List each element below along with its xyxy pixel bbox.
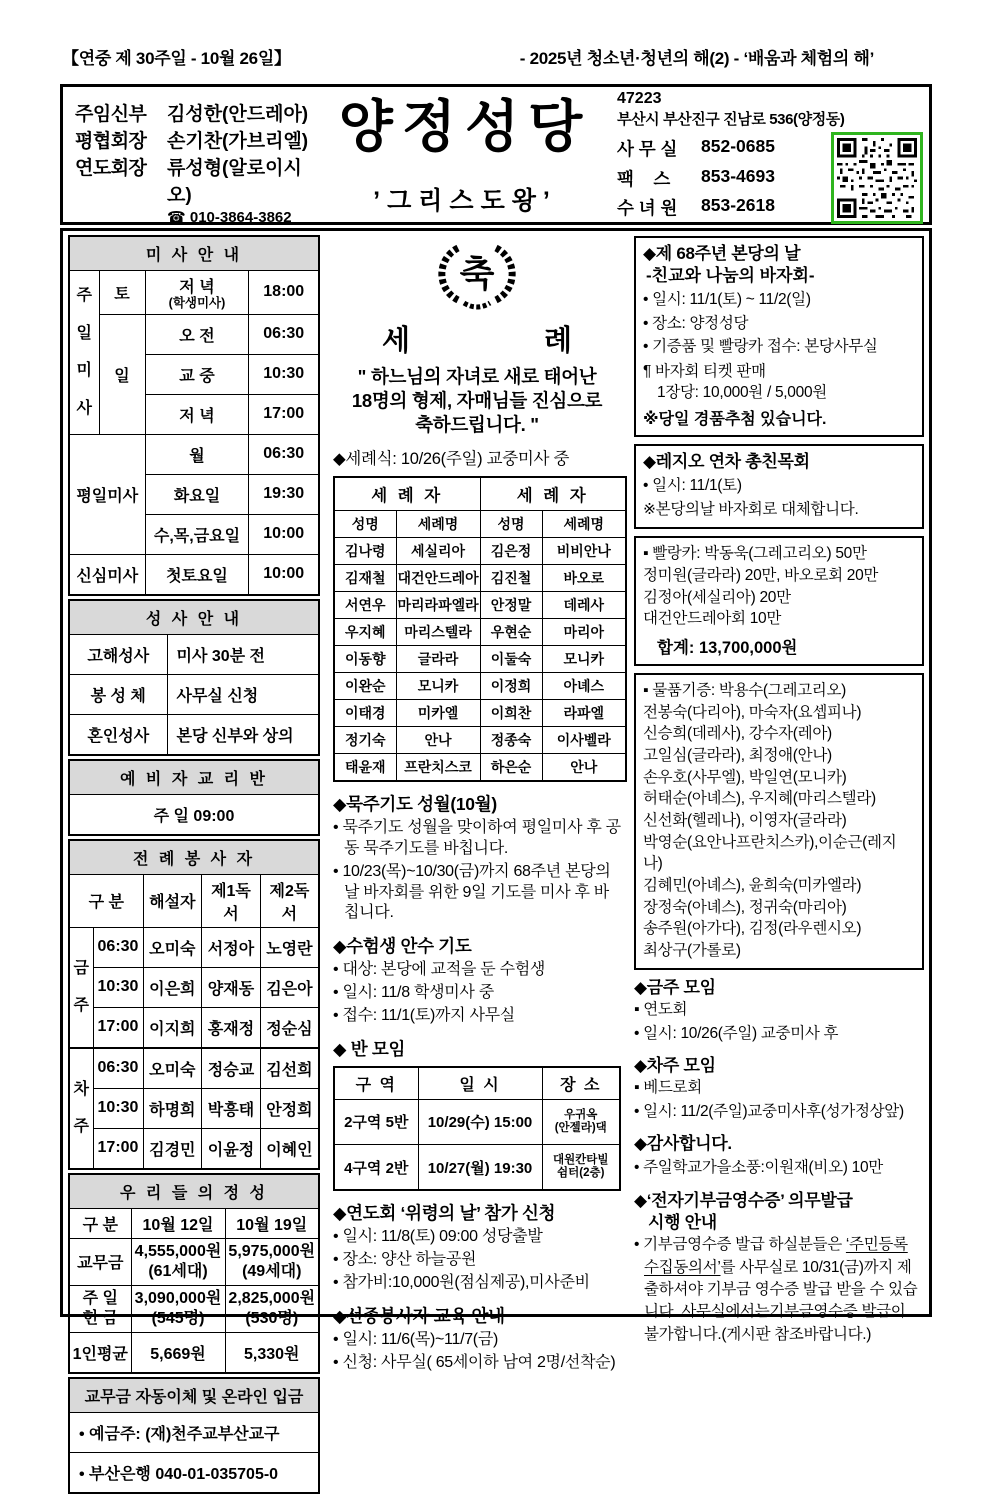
cell: 사무실 신청 [167, 674, 319, 714]
cell-line: 3,090,000원 [134, 1289, 222, 1307]
cell: 김경민 [143, 1128, 202, 1169]
cell: 평일미사 [69, 434, 145, 554]
cell: 데레사 [542, 592, 626, 619]
donor-line: 신승희(데레사), 강수자(레아) [643, 725, 832, 743]
left-column [68, 235, 320, 1483]
section-heading: ◆연도회 ‘위령의 날’ 참가 신청 [333, 1203, 556, 1224]
cell: 교 중 [145, 354, 249, 394]
rosary-section [333, 791, 621, 924]
col-header: 성명 [480, 511, 542, 538]
cell: 교무금 [69, 1238, 131, 1285]
phone-number: ☎ 010-3864-3862 [167, 209, 292, 226]
cell: 저 녁 [145, 394, 249, 434]
bullet-line: • 장소: 양산 하늘공원 [333, 1251, 477, 1269]
class-meeting-table [333, 1066, 621, 1192]
bullet-line: • 신청: 사무실( 65세이하 남여 2명/선착순) [333, 1353, 616, 1371]
role-value-wrap [167, 153, 313, 226]
cell: 대건안드레아 [396, 565, 480, 592]
zipcode: 47223 [617, 90, 662, 107]
section-subheading: -친교와 나눔의 바자회- [646, 266, 815, 286]
right-column [634, 235, 924, 1343]
cell [542, 1099, 620, 1144]
cell: 정승교 [202, 1048, 261, 1089]
section-title: 예 비 자 교 리 반 [69, 760, 319, 795]
cell: 마리라파엘라 [396, 592, 480, 619]
cell: 이정희 [480, 673, 542, 700]
time-cell: 06:30 [249, 434, 319, 474]
congratulation-quote [333, 365, 621, 437]
exam-blessing-section [333, 933, 621, 1026]
offering-table [68, 1173, 320, 1374]
bullet-line: • 일시: 11/8(토) 09:00 성당출발 [333, 1228, 543, 1246]
cell: 글라라 [396, 646, 480, 673]
cell [131, 1238, 225, 1285]
cell: 일 [99, 314, 145, 434]
time-cell: 18:00 [249, 271, 319, 315]
raffle-note: ※당일 경품추첨 있습니다. [643, 410, 827, 428]
liturgical-week: 【연중 제 30주일 - 10월 26일】 [62, 49, 291, 68]
cell: 혼인성사 [69, 714, 167, 755]
contact-label: 사 무 실 [617, 139, 678, 159]
cell: 신심미사 [69, 554, 145, 595]
bullet-line: • 일시: 11/1(토) [643, 477, 742, 495]
section-heading-line2: 시행 안내 [648, 1212, 717, 1232]
section-heading: ◆금주 모임 [634, 977, 716, 997]
cell: 이둘숙 [480, 646, 542, 673]
cell: 라파엘 [542, 700, 626, 727]
cell: 홍재정 [202, 1007, 261, 1048]
time-cell: 19:30 [249, 474, 319, 514]
time-cell: 06:30 [249, 314, 319, 354]
cell: 정순심 [260, 1007, 319, 1048]
catechumen-table [68, 759, 320, 836]
cell-line: 헌 금 [82, 1309, 118, 1327]
role-label: 연도회장 [75, 158, 147, 179]
role-label: 평협회장 [75, 131, 147, 152]
section-heading: ◆ 반 모임 [333, 1038, 406, 1059]
bank-transfer-table [68, 1377, 320, 1494]
cell: 토 [99, 271, 145, 315]
donation-receipt-section [634, 1190, 924, 1347]
note-line: ※본당의날 바자회로 대체합니다. [643, 501, 859, 519]
col-header: 세례명 [542, 511, 626, 538]
cell: 우지혜 [334, 619, 396, 646]
bullet-line: • 접수: 11/1(토)까지 사무실 [333, 1006, 515, 1024]
cell: 김선희 [260, 1048, 319, 1089]
cell: 정종숙 [480, 727, 542, 754]
contact-row [617, 136, 831, 161]
cell: 이사벨라 [542, 727, 626, 754]
cell: 이희찬 [480, 700, 542, 727]
group-line: ▪ 베드로회 [634, 1079, 702, 1097]
cell-line: (49세대) [242, 1262, 302, 1280]
cell: 안정희 [260, 1088, 319, 1128]
cell: 비비안나 [542, 538, 626, 565]
contact-row [617, 166, 831, 191]
cell: 우현순 [480, 619, 542, 646]
title-block [313, 87, 617, 222]
bullet-line: • 일시: 11/6(목)~11/7(금) [333, 1330, 499, 1348]
cell: 정기숙 [334, 727, 396, 754]
cell-line: 쉼터(2층) [557, 1167, 605, 1180]
contact-rows [617, 132, 831, 224]
group-line: ▪ 연도회 [634, 1000, 688, 1018]
cell: 마리아 [542, 619, 626, 646]
cell: • 부산은행 040-01-035705-0 [69, 1452, 319, 1493]
thanks-section [634, 1133, 924, 1179]
cell: 06:30 [93, 1048, 143, 1089]
cell-line: (530명) [245, 1309, 299, 1327]
cell: 이지희 [143, 1007, 202, 1048]
cell: 아녜스 [542, 673, 626, 700]
cell: 김재철 [334, 565, 396, 592]
bullet-line: • 10/23(목)~10/30(금)까지 68주년 본당의날 바자회를 위한 9일 기도를 미사 후 바칩니다. [333, 862, 611, 922]
cell: 1인평균 [69, 1332, 131, 1373]
next-week-meeting-section [634, 1055, 924, 1122]
donor-line: 송주원(아가다), 김정(라우렌시오) [643, 920, 862, 938]
donor-line: 최상구(가롤로) [643, 942, 741, 960]
cell: 06:30 [93, 927, 143, 967]
baptism-heading [382, 318, 572, 359]
role-row [75, 153, 313, 226]
cell: 박흥태 [202, 1088, 261, 1128]
receipt-body [634, 1234, 924, 1346]
col-header: 제2독서 [260, 874, 319, 927]
cell: 이혜인 [260, 1128, 319, 1169]
church-title: 양정성당 [338, 95, 592, 158]
cell [131, 1285, 225, 1332]
cell: 세실리아 [396, 538, 480, 565]
time-cell: 10:30 [249, 354, 319, 394]
palanca-line: 김정아(세실리아) 20만 [643, 588, 791, 606]
emblem-char: 축 [459, 253, 495, 294]
sacrament-table [68, 599, 320, 756]
cell: 첫토요일 [145, 554, 249, 595]
cell: 17:00 [93, 1128, 143, 1169]
cell [542, 1144, 620, 1190]
cell: 주 일 09:00 [69, 794, 319, 835]
cell: 본당 신부와 상의 [167, 714, 319, 755]
top-strip [62, 44, 874, 69]
cell: 5,330원 [225, 1332, 319, 1373]
address: 부산시 부산진구 진남로 536(양정동) [617, 111, 845, 128]
goods-donation-box [634, 673, 924, 970]
col-header: 구 분 [69, 1208, 131, 1238]
baptism-ceremony-note: ◆세례식: 10/26(주일) 교중미사 중 [333, 450, 570, 469]
cell: 태윤재 [334, 754, 396, 782]
cell: 바오로 [542, 565, 626, 592]
cell-subline: (학생미사) [168, 296, 226, 310]
parish-feast-box [634, 236, 924, 437]
cell: 10:30 [93, 967, 143, 1007]
donor-line: 손우호(사무엘), 박일연(모니카) [643, 768, 847, 786]
yeondo-memorial-section [333, 1200, 621, 1293]
cell: 모니카 [396, 673, 480, 700]
cell-line: 2,825,000원 [228, 1289, 316, 1307]
class-meeting-section [333, 1036, 621, 1192]
donor-line: 김혜민(아녜스), 윤희숙(미카엘라) [643, 877, 862, 895]
celebration-wreath-icon [333, 239, 621, 318]
cell-line: 우귀옥 [564, 1108, 598, 1121]
cell: 미카엘 [396, 700, 480, 727]
cell: 안나 [396, 727, 480, 754]
cell: 오 전 [145, 314, 249, 354]
cell: 차주 [69, 1048, 93, 1169]
cell: 김은정 [480, 538, 542, 565]
bullet-line: • 참가비:10,000원(점심제공),미사준비 [333, 1273, 590, 1291]
masthead [60, 84, 932, 225]
cell: 하은순 [480, 754, 542, 782]
donor-line: 장정숙(아녜스), 정귀숙(마리아) [643, 898, 847, 916]
cell: 김나령 [334, 538, 396, 565]
bullet-line: • 장소: 양정성당 [643, 314, 749, 332]
cell [225, 1285, 319, 1332]
cell: 프란치스코 [396, 754, 480, 782]
col-header: 세례명 [396, 511, 480, 538]
cell: 안정말 [480, 592, 542, 619]
section-heading: ◆제 68주년 본당의 날 [643, 244, 801, 263]
time-cell: 10:00 [249, 514, 319, 554]
contact-block [617, 87, 929, 222]
col-header: 장 소 [542, 1067, 620, 1100]
section-title: 교무금 자동이체 및 온라인 입금 [69, 1378, 319, 1413]
section-heading: ◆선종봉사자 교육 안내 [333, 1305, 505, 1326]
body-text: • 기부금영수증 발급 하실분들은 [634, 1236, 846, 1254]
year-theme: - 2025년 청소년·청년의 해(2) - ‘배움과 체험의 해’ [519, 49, 874, 68]
cell: 이완순 [334, 673, 396, 700]
church-subtitle: ’그리스도왕’ [373, 187, 557, 215]
cell: 금주 [69, 927, 93, 1048]
group-header: 세 례 자 [480, 477, 626, 511]
quote-line: 18명의 형제, 자매님들 진심으로 [351, 390, 603, 412]
ticket-price-line: 1장당: 10,000원 / 5,000원 [657, 384, 827, 402]
cell: 10:30 [93, 1088, 143, 1128]
bullet-line: • 일시: 10/26(주일) 교중미사 후 [634, 1024, 839, 1042]
contact-number: 852-0685 [701, 136, 775, 156]
role-row [75, 126, 313, 153]
donor-line: 고일심(글라라), 최정애(안나) [643, 746, 832, 764]
section-heading: ◆묵주기도 성월(10월) [333, 794, 497, 815]
section-title: 성 사 안 내 [69, 600, 319, 635]
cell: 5,669원 [131, 1332, 225, 1373]
donor-line: 허태순(아녜스), 우지혜(마리스텔라) [643, 790, 876, 808]
section-heading: ◆‘전자기부금영수증’ 의무발급 [634, 1190, 853, 1210]
palanca-line: 정미원(글라라) 20만, 바오로회 20만 [643, 566, 879, 584]
cell: 마리스텔라 [396, 619, 480, 646]
cell: 10/29(수) 15:00 [418, 1099, 542, 1144]
cell: 미사 30분 전 [167, 634, 319, 674]
section-title: 미 사 안 내 [69, 236, 319, 271]
cell: 양재동 [202, 967, 261, 1007]
contact-row [617, 195, 831, 220]
this-week-meeting-section [634, 977, 924, 1044]
cell: 하명희 [143, 1088, 202, 1128]
cell: 이동향 [334, 646, 396, 673]
col-header: 10월 19일 [225, 1208, 319, 1238]
underlined-form-name: ‘주민등록 수집동의서’ [644, 1236, 908, 1276]
cell: 오미숙 [143, 1048, 202, 1089]
cell [225, 1238, 319, 1285]
section-heading: ◆감사합니다. [634, 1134, 732, 1154]
body-text: 를 사무실로 10/31(금)까지 제출하셔야 기부금 영수증 발급 받을 수 있습니다. 사무실에서는기부금영수증 발급이 불가합니다.(게시판 참조바랍니다.) [644, 1258, 918, 1343]
cell: • 예금주: (재)천주교부산교구 [69, 1412, 319, 1452]
cell: 이윤정 [202, 1128, 261, 1169]
cell-line: (안젤라)댁 [554, 1121, 607, 1134]
col-header: 일 시 [418, 1067, 542, 1100]
mass-schedule-table [68, 235, 320, 596]
palanca-total: 합계: 13,700,000원 [657, 638, 798, 657]
role-value: 류성형(알로이시오) [167, 158, 302, 206]
cell-line: 주 일 [82, 1289, 118, 1307]
quote-line: " 하느님의 자녀로 새로 태어난 [357, 366, 597, 387]
cell: 김은아 [260, 967, 319, 1007]
baptized-list-table [333, 476, 627, 782]
heading-char: 례 [543, 325, 572, 357]
section-title: 전 례 봉 사 자 [69, 840, 319, 875]
cell: 서연우 [334, 592, 396, 619]
cell [69, 1285, 131, 1332]
palanca-line: ▪ 빨랑카: 박동욱(그레고리오) 50만 [643, 545, 867, 563]
bullet-line: • 일시: 11/1(토) ~ 11/2(일) [643, 291, 811, 309]
cell-line: (61세대) [148, 1262, 208, 1280]
quote-line: 축하드립니다. " [415, 414, 539, 436]
role-label: 주임신부 [75, 104, 147, 125]
contact-number: 853-2618 [701, 195, 775, 215]
cell: 안나 [542, 754, 626, 782]
liturgy-servers-table [68, 839, 320, 1170]
bullet-line: • 주일학교가을소풍:이원재(비오) 10만 [634, 1159, 883, 1177]
col-header: 10월 12일 [131, 1208, 225, 1238]
qr-code-icon [831, 132, 923, 224]
contact-rows-wrap [617, 132, 923, 224]
cell: 노영란 [260, 927, 319, 967]
col-header: 구 역 [334, 1067, 418, 1100]
cell: 이태경 [334, 700, 396, 727]
contact-number: 853-4693 [701, 165, 775, 186]
cell: 서정아 [202, 927, 261, 967]
cell [145, 271, 249, 315]
middle-column [327, 235, 627, 1371]
donor-line: ▪ 물품기증: 박용수(그레고리오) [643, 681, 847, 699]
donor-line: 박영순(요안나프란치스카),이순근(레지나) [643, 833, 897, 873]
cell: 모니카 [542, 646, 626, 673]
ticket-line: ¶ 바자회 티켓 판매 [643, 362, 766, 380]
cell: 수,목,금요일 [145, 514, 249, 554]
cell: 4구역 2반 [334, 1144, 418, 1190]
cell-line: (545명) [151, 1309, 205, 1327]
section-title: 우 리 들 의 정 성 [69, 1174, 319, 1209]
cell: 주일미사 [69, 271, 99, 435]
contact-label: 수 녀 원 [617, 198, 678, 218]
role-value: 김성한(안드레아) [167, 104, 309, 125]
contact-label: 팩 스 [617, 168, 671, 189]
cell: 화요일 [145, 474, 249, 514]
donor-line: 전봉숙(다리아), 마숙자(요셉피나) [643, 703, 862, 721]
cell-line: 저 녁 [179, 279, 215, 296]
donor-line: 신선화(헬레나), 이영자(글라라) [643, 812, 847, 830]
legio-meeting-box [634, 444, 924, 529]
col-header: 구 분 [69, 874, 143, 927]
cell: 10/27(월) 19:30 [418, 1144, 542, 1190]
role-row [75, 99, 313, 126]
section-heading: ◆수험생 안수 기도 [333, 936, 472, 957]
hospice-training-section [333, 1303, 621, 1374]
bullet-line: • 일시: 11/8 학생미사 중 [333, 983, 494, 1001]
col-header: 성명 [334, 511, 396, 538]
cell: 고해성사 [69, 634, 167, 674]
cell: 이은희 [143, 967, 202, 1007]
cell-line: 5,975,000원 [228, 1242, 316, 1260]
time-cell: 10:00 [249, 554, 319, 595]
main-content-frame [60, 228, 932, 1483]
palanca-line: 대건안드레아회 10만 [643, 610, 782, 628]
cell: 김진철 [480, 565, 542, 592]
bullet-line: • 일시: 11/2(주일)교중미사후(성가정상앞) [634, 1102, 904, 1120]
col-header: 해설자 [143, 874, 202, 927]
section-heading: ◆레지오 연차 총친목회 [643, 451, 810, 471]
time-cell: 17:00 [249, 394, 319, 434]
clergy-roles [63, 87, 313, 226]
col-header: 제1독서 [202, 874, 261, 927]
bullet-line: • 묵주기도 성월을 맞이하여 평일미사 후 공동 묵주기도를 바칩니다. [333, 819, 621, 857]
cell: 오미숙 [143, 927, 202, 967]
section-heading: ◆차주 모임 [634, 1056, 716, 1076]
bullet-line: • 대상: 본당에 교적을 둔 수험생 [333, 961, 546, 979]
heading-char: 세 [382, 325, 411, 357]
cell: 2구역 5반 [334, 1099, 418, 1144]
cell: 17:00 [93, 1007, 143, 1048]
role-value: 손기찬(가브리엘) [167, 131, 309, 152]
bullet-line: • 기증품 및 빨랑카 접수: 본당사무실 [643, 338, 878, 356]
cell-line: 4,555,000원 [134, 1242, 222, 1260]
cell: 봉 성 체 [69, 674, 167, 714]
cell-line: 대원칸타빌 [552, 1153, 609, 1166]
group-header: 세 례 자 [334, 477, 480, 511]
palanca-box [634, 536, 924, 666]
cell: 월 [145, 434, 249, 474]
